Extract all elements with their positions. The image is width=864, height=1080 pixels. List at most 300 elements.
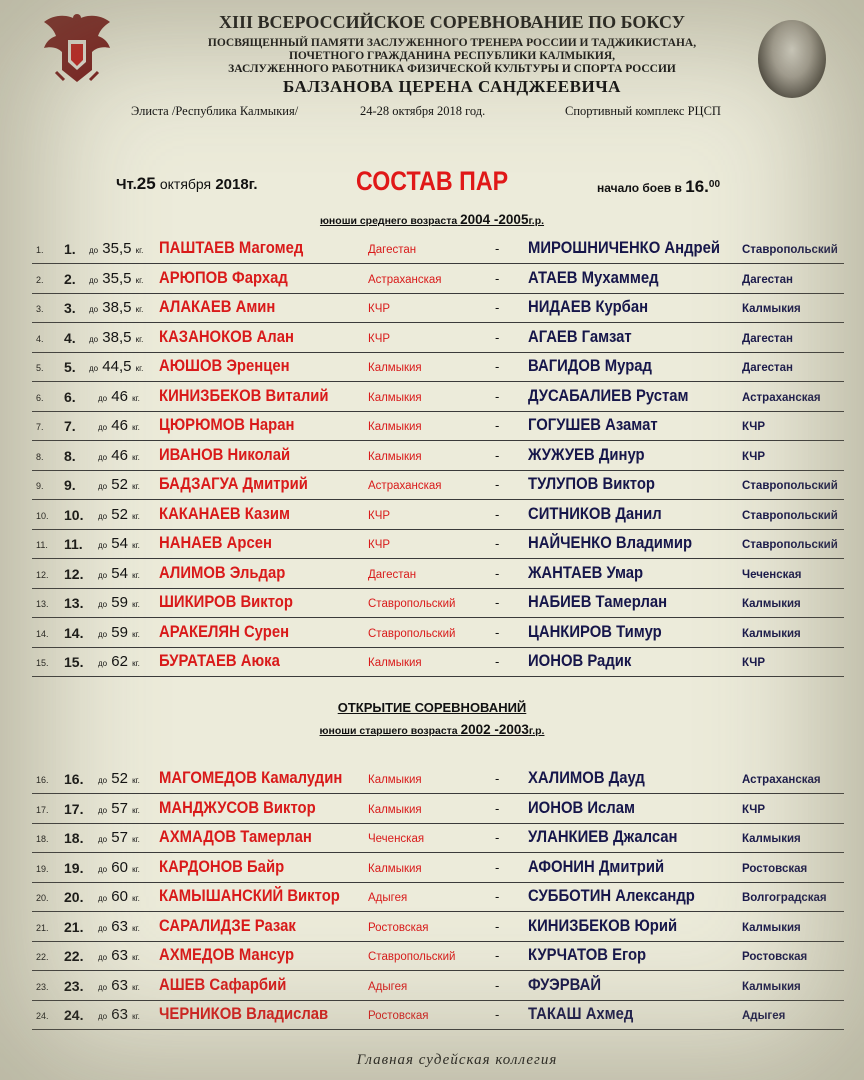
bout-seq: 3. — [36, 304, 44, 314]
blue-corner-boxer: АТАЕВ Мухаммед — [528, 268, 659, 287]
red-corner-region: Астраханская — [368, 273, 442, 286]
opening-heading: ОТКРЫТИЕ СОРЕВНОВАНИЙ — [337, 700, 527, 715]
weight-unit: кг. — [135, 334, 144, 344]
bout-row — [32, 941, 844, 971]
weight-prefix: до — [89, 305, 99, 314]
red-corner-region: Калмыкия — [368, 657, 422, 669]
red-corner-boxer: САРАЛИДЗЕ Разак — [159, 916, 296, 935]
weight-prefix: до — [89, 364, 99, 373]
start-minutes: 00 — [708, 179, 721, 190]
bout-seq: 6. — [36, 392, 44, 403]
weight-value: 60 — [111, 858, 128, 876]
red-corner-region: Ростовская — [368, 1010, 429, 1022]
bout-seq: 22. — [36, 952, 49, 962]
weight-class — [98, 888, 140, 905]
bout-seq: 20. — [36, 893, 49, 903]
bout-number: 7. — [64, 418, 76, 434]
blue-corner-region: Астраханская — [742, 391, 821, 404]
weight-prefix: до — [98, 600, 108, 609]
weight-value: 59 — [111, 623, 128, 641]
versus-dash: - — [495, 418, 500, 433]
weight-class — [98, 977, 140, 994]
bout-number: 9. — [64, 477, 76, 493]
bout-number: 20. — [64, 889, 84, 905]
weight-unit: кг. — [132, 776, 140, 785]
weight-class — [98, 447, 140, 464]
red-corner-region: Чеченская — [368, 833, 425, 845]
bout-row — [32, 1000, 844, 1030]
versus-dash: - — [495, 270, 500, 286]
blue-corner-region: Ставропольский — [742, 539, 838, 551]
versus-dash: - — [495, 388, 500, 404]
honoree-name: БАЛЗАНОВА ЦЕРЕНА САНДЖЕЕВИЧА — [283, 77, 621, 96]
weight-class — [98, 388, 140, 405]
red-corner-boxer: МАНДЖУСОВ Виктор — [159, 798, 316, 817]
weight-class — [98, 624, 140, 641]
red-corner-region: Адыгея — [368, 892, 408, 904]
weight-prefix: до — [98, 982, 108, 992]
weight-class — [89, 240, 143, 257]
blue-corner-region: КЧР — [742, 450, 766, 463]
red-corner-region: Дагестан — [368, 244, 417, 256]
weight-unit: кг. — [135, 275, 144, 285]
weight-value: 46 — [111, 446, 128, 464]
blue-corner-boxer: ГОГУШЕВ Азамат — [528, 416, 658, 434]
bout-date — [116, 174, 258, 194]
bout-number: 14. — [64, 624, 84, 641]
red-corner-boxer: КАРДОНОВ Байр — [159, 857, 285, 876]
weight-class — [98, 653, 140, 670]
blue-corner-boxer: ТУЛУПОВ Виктор — [528, 475, 655, 493]
blue-corner-boxer: НАЙЧЕНКО Владимир — [528, 534, 693, 552]
versus-dash: - — [495, 565, 500, 581]
weight-value: 52 — [111, 505, 128, 523]
weight-prefix: до — [98, 541, 108, 550]
red-corner-region: Ставропольский — [368, 951, 456, 963]
blue-corner-region: Ростовская — [742, 862, 808, 875]
red-corner-boxer: КАЗАНОКОВ Алан — [159, 327, 294, 346]
bout-seq: 17. — [36, 804, 49, 815]
weight-unit: кг. — [132, 629, 140, 639]
red-corner-boxer: АРЮПОВ Фархад — [159, 268, 288, 287]
weight-unit: кг. — [132, 953, 140, 962]
weight-value: 46 — [111, 387, 128, 405]
bout-number: 6. — [64, 388, 76, 405]
bout-number: 17. — [64, 800, 84, 817]
weekday: Чт. — [116, 176, 137, 193]
red-corner-region: Калмыкия — [368, 421, 422, 433]
bout-number: 8. — [64, 447, 76, 464]
bout-row — [32, 441, 844, 471]
weight-unit: кг. — [132, 835, 140, 844]
blue-corner-boxer: КУРЧАТОВ Егор — [528, 946, 647, 964]
bout-row — [32, 823, 844, 853]
start-time — [597, 177, 720, 197]
red-corner-region: Калмыкия — [368, 803, 422, 816]
weight-unit: кг. — [132, 423, 140, 432]
red-corner-region: Астраханская — [368, 480, 442, 492]
weight-prefix: до — [98, 482, 108, 491]
weight-value: 59 — [111, 594, 128, 611]
weight-value: 60 — [111, 888, 128, 905]
blue-corner-boxer: ТАКАШ Ахмед — [528, 1005, 634, 1023]
weight-class — [98, 417, 140, 434]
versus-dash: - — [495, 800, 500, 816]
weight-value: 63 — [111, 976, 128, 994]
weight-class — [89, 329, 143, 346]
bout-number: 1. — [64, 241, 76, 257]
weight-unit: кг. — [132, 600, 140, 609]
blue-corner-boxer: МИРОШНИЧЕНКО Андрей — [528, 239, 721, 257]
header-line-1: ПОСВЯЩЕННЫЙ ПАМЯТИ ЗАСЛУЖЕННОГО ТРЕНЕРА РОССИИ И ТАДЖИКИСТАНА, — [207, 37, 697, 49]
weight-class — [98, 1006, 140, 1023]
bout-row — [32, 647, 844, 677]
bout-seq: 2. — [36, 274, 44, 285]
red-corner-region: Калмыкия — [368, 862, 422, 875]
weight-class — [98, 800, 140, 817]
section-2-suffix: г.р. — [528, 725, 545, 737]
bout-number: 18. — [64, 830, 84, 846]
versus-dash: - — [495, 889, 500, 904]
weight-unit: кг. — [132, 982, 140, 992]
month: октября — [159, 176, 212, 192]
bout-seq: 9. — [36, 481, 44, 491]
bout-number: 23. — [64, 977, 84, 994]
red-corner-boxer: КАМЫШАНСКИЙ Виктор — [159, 887, 340, 905]
red-corner-boxer: БУРАТАЕВ Аюка — [159, 652, 280, 670]
red-corner-boxer: БАДЗАГУА Дмитрий — [159, 475, 308, 493]
bout-seq: 24. — [36, 1011, 49, 1021]
blue-corner-boxer: НАБИЕВ Тамерлан — [528, 593, 668, 611]
versus-dash: - — [495, 654, 500, 669]
bout-row — [32, 500, 844, 530]
weight-prefix: до — [98, 805, 108, 815]
weight-unit: кг. — [132, 482, 140, 491]
weight-value: 38,5 — [102, 328, 132, 346]
section-2-label: юноши старшего возраста — [319, 725, 458, 737]
competition-title: XIII ВСЕРОССИЙСКОЕ СОРЕВНОВАНИЕ ПО БОКСУ — [219, 12, 685, 32]
weight-class — [89, 299, 143, 316]
weight-unit: кг. — [132, 659, 140, 668]
bout-seq: 8. — [36, 451, 44, 462]
page-title: СОСТАВ ПАР — [356, 166, 509, 196]
blue-corner-region: КЧР — [742, 803, 766, 816]
blue-corner-boxer: ВАГИДОВ Мурад — [528, 357, 652, 375]
header-line-2: ПОЧЕТНОГО ГРАЖДАНИНА РЕСПУБЛИКИ КАЛМЫКИЯ, — [288, 50, 616, 62]
versus-dash: - — [495, 859, 500, 875]
weight-unit: кг. — [132, 393, 140, 403]
bout-row — [32, 264, 844, 294]
blue-corner-region: Ставропольский — [742, 480, 838, 492]
bout-row — [32, 912, 844, 942]
red-corner-boxer: КИНИЗБЕКОВ Виталий — [159, 386, 329, 405]
blue-corner-region: Дагестан — [742, 273, 793, 286]
red-corner-region: Калмыкия — [368, 391, 422, 404]
blue-corner-region: Калмыкия — [742, 303, 801, 315]
weight-class — [98, 535, 140, 552]
weight-class — [98, 770, 140, 787]
bout-number: 22. — [64, 948, 84, 964]
blue-corner-region: Астраханская — [742, 774, 821, 786]
bout-seq: 13. — [36, 599, 49, 609]
bout-number: 21. — [64, 918, 84, 935]
versus-dash: - — [495, 624, 500, 640]
versus-dash: - — [495, 359, 500, 374]
weight-unit: кг. — [135, 305, 144, 314]
blue-corner-boxer: ЦАНКИРОВ Тимур — [528, 622, 662, 641]
blue-corner-boxer: ИОНОВ Радик — [528, 652, 632, 670]
weight-value: 54 — [111, 564, 128, 582]
weight-value: 52 — [111, 476, 128, 493]
weight-class — [98, 947, 140, 964]
red-corner-boxer: ЦЮРЮМОВ Наран — [159, 416, 295, 434]
red-corner-region: Калмыкия — [368, 362, 422, 374]
red-corner-boxer: АЮШОВ Эренцен — [159, 357, 290, 375]
versus-dash: - — [495, 506, 500, 522]
red-corner-region: КЧР — [368, 303, 391, 315]
start-hour: 16. — [685, 177, 709, 196]
red-corner-boxer: АШЕВ Сафарбий — [159, 975, 287, 994]
versus-dash: - — [495, 771, 500, 786]
red-corner-boxer: МАГОМЕДОВ Камалудин — [159, 769, 343, 787]
bout-row — [32, 323, 844, 353]
blue-corner-region: Калмыкия — [742, 598, 801, 610]
blue-corner-boxer: ФУЭРВАЙ — [528, 975, 602, 994]
bout-number: 2. — [64, 270, 76, 287]
red-corner-boxer: ИВАНОВ Николай — [159, 445, 291, 464]
weight-class — [98, 506, 140, 523]
versus-dash: - — [495, 595, 500, 610]
weight-prefix: до — [98, 452, 108, 462]
blue-corner-boxer: НИДАЕВ Курбан — [528, 298, 649, 316]
blue-corner-boxer: КИНИЗБЕКОВ Юрий — [528, 916, 678, 935]
red-corner-region: КЧР — [368, 539, 391, 551]
versus-dash: - — [495, 1007, 500, 1022]
weight-class — [98, 829, 140, 846]
blue-corner-boxer: ДУСАБАЛИЕВ Рустам — [528, 386, 689, 405]
blue-corner-region: Дагестан — [742, 332, 793, 345]
weight-prefix: до — [98, 953, 108, 962]
bout-number: 3. — [64, 300, 76, 316]
red-corner-region: КЧР — [368, 332, 391, 345]
weight-unit: кг. — [132, 894, 140, 903]
weight-unit: кг. — [132, 452, 140, 462]
blue-corner-boxer: СУББОТИН Александр — [528, 887, 695, 905]
bout-number: 12. — [64, 565, 84, 582]
weight-value: 63 — [111, 917, 128, 935]
red-corner-boxer: НАНАЕВ Арсен — [159, 534, 272, 552]
weight-class — [98, 859, 140, 876]
bout-row — [32, 234, 844, 264]
red-corner-region: Калмыкия — [368, 450, 422, 463]
event-dates: 24-28 октября 2018 год. — [360, 104, 486, 118]
versus-dash: - — [495, 536, 500, 551]
bout-row — [32, 764, 844, 794]
red-corner-boxer: АХМЕДОВ Мансур — [159, 946, 295, 964]
weight-unit: кг. — [132, 541, 140, 550]
event-venue: Спортивный комплекс РЦСП — [565, 104, 721, 118]
weight-value: 35,5 — [102, 240, 132, 257]
blue-corner-region: Дагестан — [742, 362, 793, 374]
header-line-3: ЗАСЛУЖЕННОГО РАБОТНИКА ФИЗИЧЕСКОЙ КУЛЬТУРЫ И СПОРТА РОССИИ — [228, 63, 676, 75]
bout-number: 4. — [64, 329, 76, 346]
blue-corner-boxer: ЖУЖУЕВ Динур — [528, 445, 645, 464]
weight-class — [98, 918, 140, 935]
blue-corner-boxer: ЖАНТАЕВ Умар — [528, 563, 644, 582]
blue-corner-region: Ставропольский — [742, 509, 838, 522]
start-label: начало боев в — [597, 181, 682, 195]
bout-row — [32, 588, 844, 618]
bout-seq: 18. — [36, 834, 49, 844]
red-corner-region: КЧР — [368, 509, 391, 522]
weight-prefix: до — [98, 1012, 108, 1021]
red-corner-boxer: ЧЕРНИКОВ Владислав — [159, 1005, 329, 1023]
bout-number: 15. — [64, 654, 84, 670]
weight-value: 52 — [111, 770, 128, 787]
blue-corner-region: Чеченская — [742, 568, 802, 581]
weight-value: 63 — [111, 1006, 128, 1023]
year: 2018г. — [215, 176, 258, 193]
footer-signature: Главная судейская коллегия — [356, 1052, 558, 1068]
red-corner-region: Калмыкия — [368, 774, 422, 786]
weight-class — [89, 358, 143, 375]
weight-value: 63 — [111, 947, 128, 964]
weight-class — [98, 565, 140, 582]
bout-row — [32, 618, 844, 648]
bout-seq: 21. — [36, 922, 49, 933]
blue-corner-region: Ставропольский — [742, 244, 838, 256]
red-corner-boxer: КАКАНАЕВ Казим — [159, 504, 290, 523]
weight-value: 38,5 — [102, 299, 132, 316]
blue-corner-region: Калмыкия — [742, 627, 801, 640]
weight-value: 35,5 — [102, 269, 132, 287]
versus-dash: - — [495, 977, 500, 993]
blue-corner-boxer: ИОНОВ Ислам — [528, 798, 635, 817]
blue-corner-region: Калмыкия — [742, 921, 801, 934]
red-corner-boxer: АЛАКАЕВ Амин — [159, 298, 276, 316]
bout-seq: 12. — [36, 569, 49, 580]
red-corner-boxer: АХМАДОВ Тамерлан — [159, 828, 312, 846]
blue-corner-region: КЧР — [742, 421, 766, 433]
blue-corner-region: Ростовская — [742, 951, 808, 963]
red-corner-region: Дагестан — [368, 568, 417, 581]
bout-row — [32, 293, 844, 323]
weight-prefix: до — [98, 923, 108, 933]
bout-seq: 11. — [36, 540, 48, 550]
weight-prefix: до — [89, 334, 99, 344]
red-corner-boxer: ШИКИРОВ Виктор — [159, 593, 293, 611]
weight-class — [98, 476, 140, 493]
weight-prefix: до — [98, 864, 108, 874]
bout-seq: 23. — [36, 981, 49, 992]
weight-prefix: до — [89, 275, 99, 285]
section-1-heading — [0, 212, 864, 227]
red-corner-boxer: АРАКЕЛЯН Сурен — [159, 622, 290, 641]
bout-number: 5. — [64, 359, 76, 375]
weight-unit: кг. — [132, 1012, 140, 1021]
versus-dash: - — [495, 918, 500, 934]
weight-value: 57 — [111, 799, 128, 817]
weight-unit: кг. — [132, 923, 140, 933]
weight-prefix: до — [98, 511, 108, 521]
versus-dash: - — [495, 948, 500, 963]
red-corner-boxer: ПАШТАЕВ Магомед — [159, 239, 304, 257]
red-corner-region: Ростовская — [368, 921, 429, 934]
weight-prefix: до — [98, 894, 108, 903]
versus-dash: - — [495, 447, 500, 463]
weight-unit: кг. — [135, 364, 144, 373]
weight-class — [89, 270, 143, 287]
section-1-years: 2004 -2005 — [460, 212, 529, 227]
versus-dash: - — [495, 477, 500, 492]
versus-dash: - — [495, 300, 500, 315]
section-2-heading — [0, 722, 864, 737]
weight-value: 44,5 — [102, 358, 132, 375]
blue-corner-boxer: АГАЕВ Гамзат — [528, 327, 632, 346]
red-corner-boxer: АЛИМОВ Эльдар — [159, 563, 286, 582]
section-1-label: юноши среднего возраста — [319, 215, 458, 227]
bout-number: 13. — [64, 595, 84, 611]
bout-row — [32, 470, 844, 500]
red-corner-region: Ставропольский — [368, 598, 456, 610]
weight-unit: кг. — [132, 511, 140, 521]
weight-prefix: до — [98, 629, 108, 639]
bout-seq: 10. — [36, 510, 49, 521]
weight-class — [98, 594, 140, 611]
blue-corner-region: Калмыкия — [742, 980, 801, 993]
blue-corner-boxer: АФОНИН Дмитрий — [528, 857, 665, 876]
section-1-suffix: г.р. — [528, 215, 545, 227]
bout-seq: 1. — [36, 245, 44, 255]
weight-prefix: до — [89, 246, 99, 255]
weight-prefix: до — [98, 570, 108, 580]
red-corner-region: Адыгея — [368, 980, 408, 993]
bout-seq: 4. — [36, 333, 44, 344]
event-place: Элиста /Республика Калмыкия/ — [131, 104, 299, 118]
blue-corner-region: КЧР — [742, 657, 766, 669]
bout-seq: 15. — [36, 658, 49, 668]
weight-unit: кг. — [132, 805, 140, 815]
weight-prefix: до — [98, 393, 108, 403]
versus-dash: - — [495, 830, 500, 845]
blue-corner-boxer: УЛАНКИЕВ Джалсан — [528, 828, 678, 846]
weight-value: 57 — [111, 829, 128, 846]
blue-corner-region: Волгоградская — [742, 892, 827, 904]
bout-number: 11. — [64, 536, 83, 552]
versus-dash: - — [495, 241, 500, 256]
bout-seq: 16. — [36, 775, 49, 785]
bout-number: 10. — [64, 506, 84, 523]
blue-corner-boxer: СИТНИКОВ Данил — [528, 504, 662, 523]
blue-corner-boxer: ХАЛИМОВ Дауд — [528, 769, 645, 787]
weight-unit: кг. — [132, 570, 140, 580]
bout-row — [32, 529, 844, 559]
section-2-years: 2002 -2003 — [460, 722, 529, 737]
bout-row — [32, 794, 844, 824]
day-number: 25 — [136, 174, 156, 193]
bout-row — [32, 971, 844, 1001]
bout-seq: 5. — [36, 363, 44, 373]
bout-row — [32, 853, 844, 883]
weight-prefix: до — [98, 659, 108, 668]
bout-row — [32, 882, 844, 912]
weight-value: 54 — [111, 535, 128, 552]
weight-value: 62 — [111, 653, 128, 670]
red-corner-region: Ставропольский — [368, 627, 456, 640]
versus-dash: - — [495, 329, 500, 345]
bout-number: 16. — [64, 771, 84, 787]
bout-seq: 19. — [36, 863, 49, 874]
